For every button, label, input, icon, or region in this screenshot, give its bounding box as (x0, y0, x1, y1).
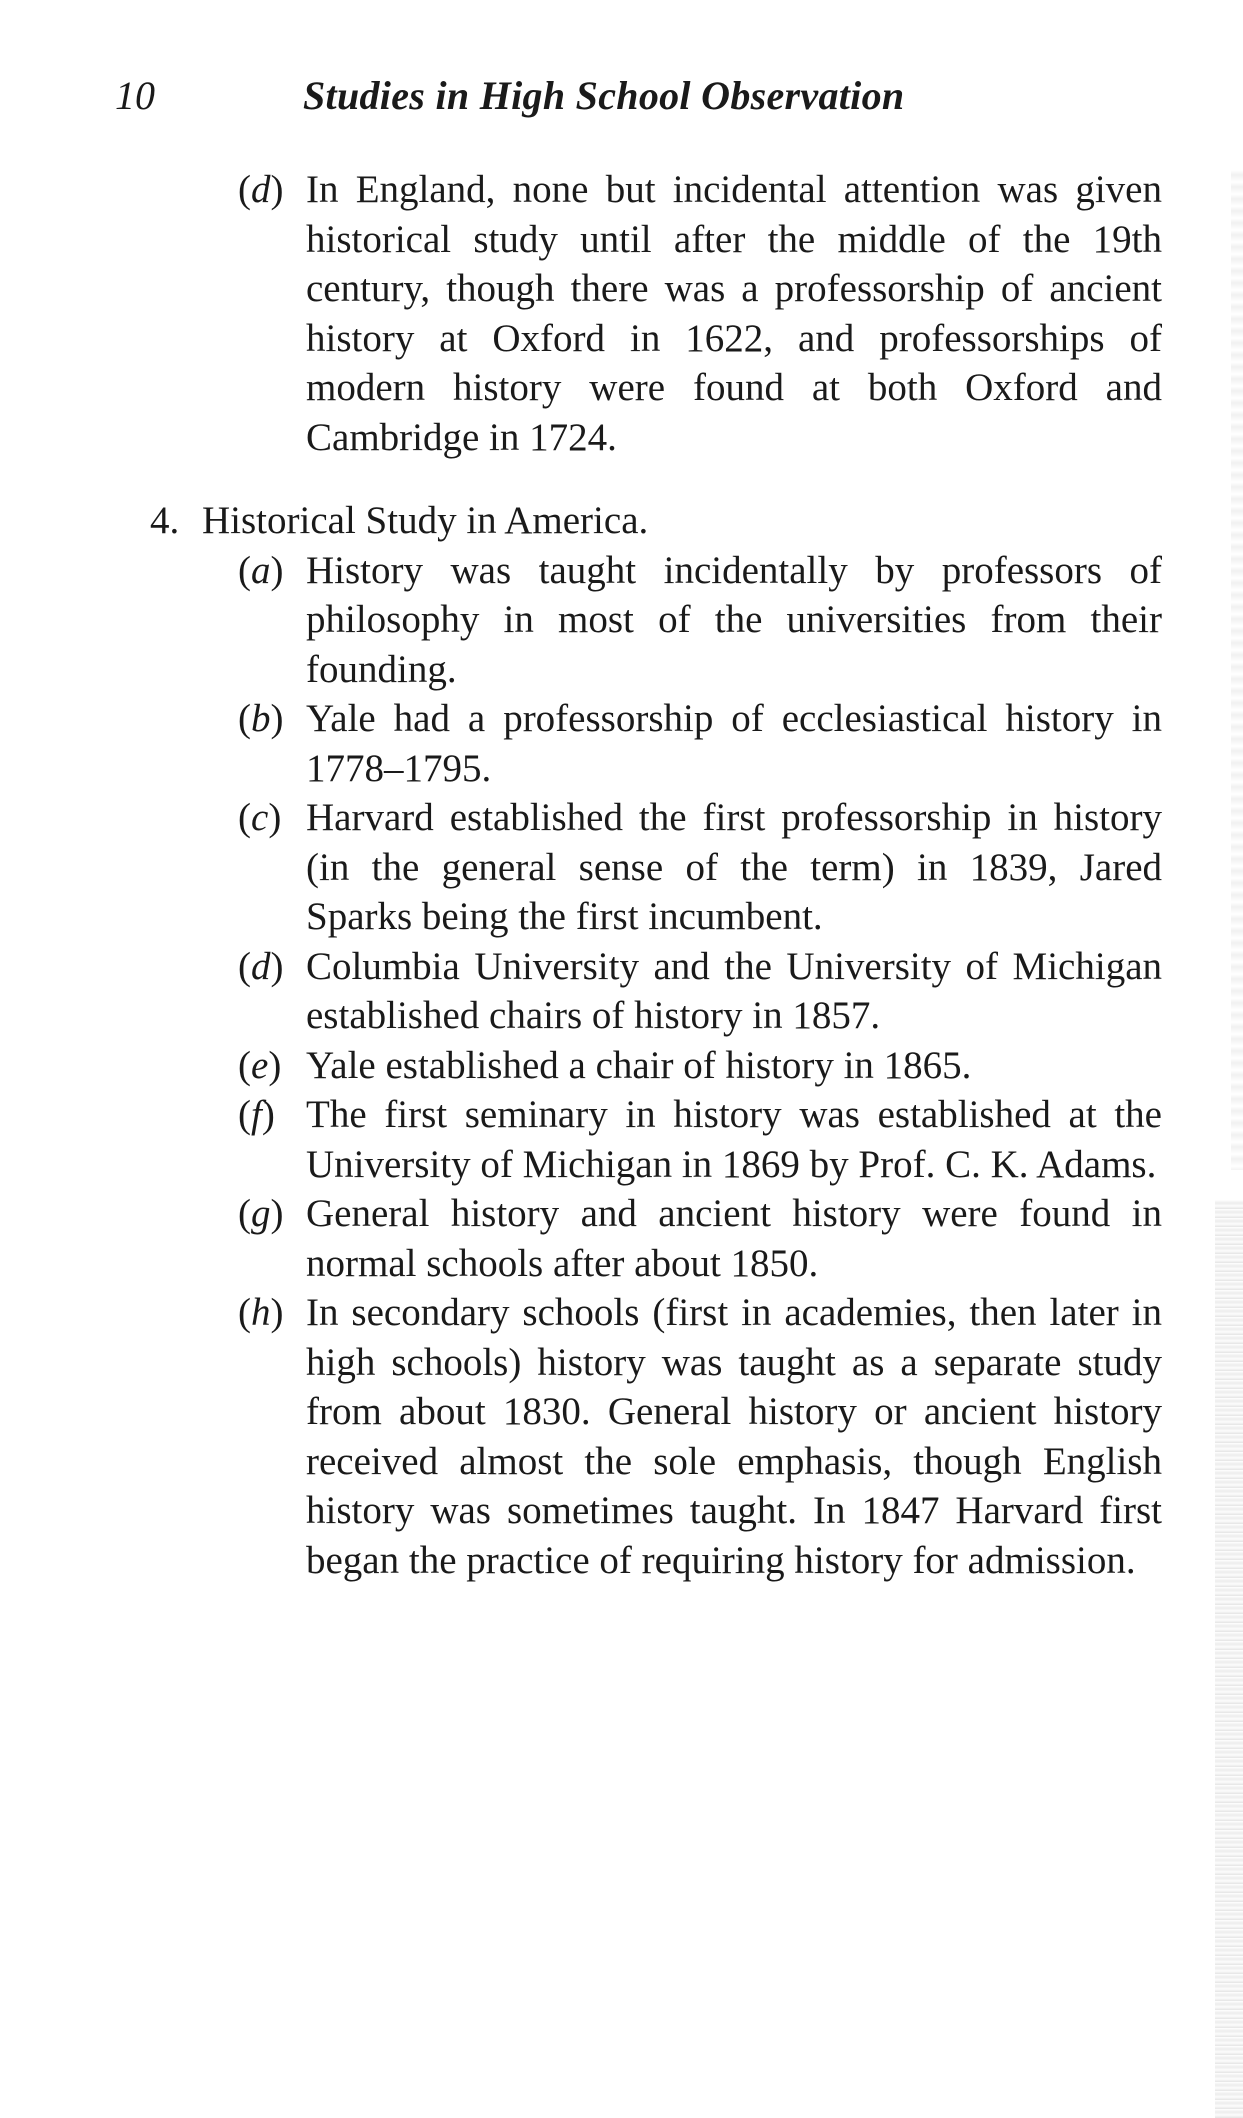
item-marker: (g) (238, 1192, 284, 1235)
item-text: The first seminary in history was established at the University of Michigan in 1869 by Prof. C. K. Adams. (306, 1093, 1162, 1186)
list-item (238, 793, 1162, 942)
item-marker: (h) (238, 1291, 284, 1334)
item-marker: (b) (238, 697, 284, 740)
list-item-d-england (238, 165, 1162, 462)
item-text: Yale established a chair of history in 1865. (306, 1043, 972, 1087)
list-item (238, 1189, 1162, 1288)
page-body (150, 165, 1170, 1585)
item-text: In secondary schools (first in academies, then later in high schools) history was taught as a separate study from about 1830. General history or ancient history received almost the sole emphasis, though English history was sometimes taught. In 1847 Harvard first began the practice of requiring history for admission. (306, 1291, 1162, 1582)
item-marker: (e) (238, 1043, 282, 1087)
list-item (238, 694, 1162, 793)
item-text: In England, none but incidental attention was given historical study until after the middle of the 19th century, though there was a professorship of ancient history at Oxford in 1622, and professorships of modern history were found at both Oxford and Cambridge in 1724. (306, 168, 1162, 459)
page-header (115, 72, 1015, 132)
running-title: Studies in High School Observation (303, 73, 905, 118)
section-title: Historical Study in America. (202, 499, 649, 542)
list-item (238, 546, 1162, 695)
list-item (238, 1090, 1162, 1189)
item-text: General history and ancient history were found in normal schools after about 1850. (306, 1192, 1162, 1285)
section-number: 4. (150, 499, 180, 542)
list-item (238, 1288, 1162, 1585)
item-marker: (a) (238, 548, 284, 592)
item-marker: (d) (238, 168, 284, 211)
item-text: History was taught incidentally by professors of philosophy in most of the universities from their founding. (306, 548, 1162, 691)
item-text: Harvard established the first professorship in history (in the general sense of the term) in 1839, Jared Sparks being the first incumbent. (306, 796, 1162, 938)
item-marker: (d) (238, 944, 284, 988)
page-edge-shadow (1231, 170, 1243, 1170)
item-text: Columbia University and the University of Michigan established chairs of history in 1857. (306, 944, 1162, 1037)
list-item (238, 942, 1162, 1041)
section-heading (150, 496, 1170, 546)
page-number: 10 (115, 73, 155, 118)
item-marker: (c) (238, 796, 282, 839)
list-item (238, 1041, 1162, 1091)
item-marker: (f) (238, 1093, 275, 1136)
page-edge-stain (1215, 1200, 1243, 2118)
item-text: Yale had a professorship of ecclesiastical history in 1778–1795. (306, 697, 1162, 790)
